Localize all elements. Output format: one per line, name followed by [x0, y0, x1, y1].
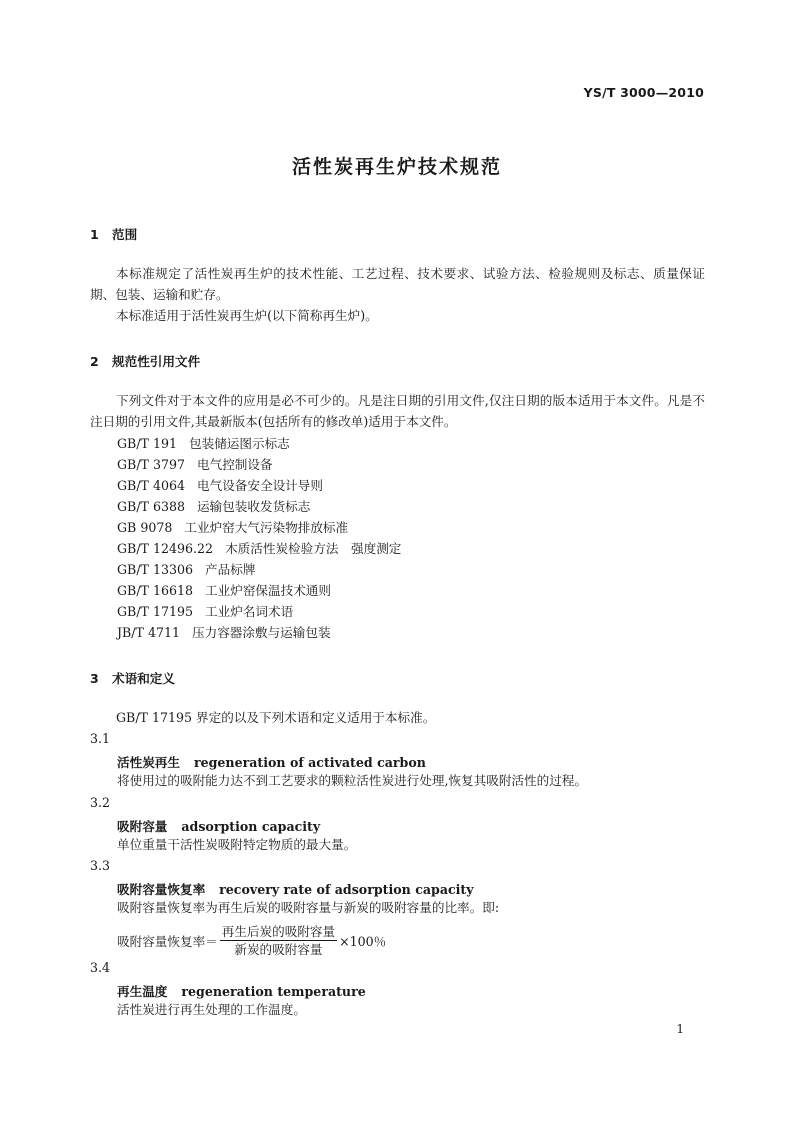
term-definition: 将使用过的吸附能力达不到工艺要求的颗粒活性炭进行处理,恢复其吸附活性的过程。	[117, 773, 587, 788]
section-number: 2	[90, 354, 99, 369]
reference-code: GB 9078	[117, 520, 173, 535]
reference-name: 工业炉窑保温技术通则	[205, 583, 331, 598]
term-zh: 吸附容量	[117, 819, 168, 834]
term-en: regeneration of activated carbon	[193, 755, 426, 770]
formula-rhs: ×100％	[339, 934, 387, 949]
standard-code: YS/T 3000—2010	[583, 85, 704, 100]
section-1-heading	[90, 224, 137, 243]
term-zh: 再生温度	[117, 984, 168, 999]
reference-name: 压力容器涂敷与运输包装	[192, 625, 331, 640]
reference-name: 包装储运图示标志	[189, 436, 290, 451]
reference-item	[117, 433, 290, 454]
section-number: 3	[90, 671, 99, 686]
section-title: 范围	[112, 227, 138, 242]
recovery-rate-formula	[117, 923, 386, 958]
reference-code: GB/T 3797	[117, 457, 186, 472]
reference-item	[117, 559, 255, 580]
term-zh: 吸附容量恢复率	[117, 882, 206, 897]
term-en: regeneration temperature	[181, 984, 366, 999]
reference-name: 产品标牌	[205, 562, 256, 577]
reference-item	[117, 538, 401, 559]
term-title	[117, 752, 426, 771]
reference-code: GB/T 17195	[117, 604, 194, 619]
reference-code: GB/T 191	[117, 436, 177, 451]
term-en: adsorption capacity	[181, 819, 321, 834]
reference-name: 工业炉名词术语	[205, 604, 294, 619]
term-title	[117, 879, 474, 898]
reference-code: GB/T 4064	[117, 478, 186, 493]
reference-item	[117, 496, 310, 517]
paragraph: GB/T 17195 界定的以及下列术语和定义适用于本标准。	[116, 710, 436, 725]
paragraph: 本标准规定了活性炭再生炉的技术性能、工艺过程、技术要求、试验方法、检验规则及标志、质量保证期、包装、运输和贮存。	[90, 266, 705, 302]
reference-item	[117, 517, 348, 538]
section-title: 规范性引用文件	[112, 354, 201, 369]
paragraph: 本标准适用于活性炭再生炉(以下简称再生炉)。	[116, 308, 378, 323]
reference-code: JB/T 4711	[117, 625, 180, 640]
page-title: 活性炭再生炉技术规范	[291, 156, 502, 178]
formula-lhs: 吸附容量恢复率＝	[117, 934, 218, 949]
term-en: recovery rate of adsorption capacity	[219, 882, 474, 897]
reference-code: GB/T 13306	[117, 562, 194, 577]
page-number: 1	[676, 1022, 684, 1036]
term-title	[117, 816, 320, 835]
reference-item	[117, 601, 293, 622]
reference-code: GB/T 16618	[117, 583, 194, 598]
term-zh: 活性炭再生	[117, 755, 180, 770]
term-number: 3.4	[90, 960, 111, 975]
term-number: 3.2	[90, 795, 111, 810]
term-number: 3.1	[90, 731, 111, 746]
formula-fraction	[220, 923, 337, 958]
formula-numerator: 再生后炭的吸附容量	[221, 924, 336, 939]
term-definition: 吸附容量恢复率为再生后炭的吸附容量与新炭的吸附容量的比率。即:	[117, 900, 500, 915]
reference-name: 电气设备安全设计导则	[197, 478, 323, 493]
reference-name: 运输包装收发货标志	[197, 499, 311, 514]
term-definition: 活性炭进行再生处理的工作温度。	[117, 1002, 306, 1017]
reference-item	[117, 454, 273, 475]
reference-item	[117, 475, 323, 496]
term-number: 3.3	[90, 858, 111, 873]
term-definition: 单位重量干活性炭吸附特定物质的最大量。	[117, 837, 357, 852]
section-2-heading	[90, 351, 200, 370]
paragraph: 下列文件对于本文件的应用是必不可少的。凡是注日期的引用文件,仅注日期的版本适用于本文件。凡是不注日期的引用文件,其最新版本(包括所有的修改单)适用于本文件。	[90, 393, 705, 429]
reference-item	[117, 580, 331, 601]
reference-name: 工业炉窑大气污染物排放标准	[184, 520, 349, 535]
reference-name: 木质活性炭检验方法 强度测定	[225, 541, 402, 556]
reference-code: GB/T 6388	[117, 499, 186, 514]
reference-code: GB/T 12496.22	[117, 541, 214, 556]
section-3-heading	[90, 668, 175, 687]
section-number: 1	[90, 227, 99, 242]
term-title	[117, 981, 366, 1000]
section-title: 术语和定义	[112, 671, 175, 686]
reference-item	[117, 622, 331, 643]
formula-denominator: 新炭的吸附容量	[234, 942, 323, 957]
reference-name: 电气控制设备	[197, 457, 273, 472]
